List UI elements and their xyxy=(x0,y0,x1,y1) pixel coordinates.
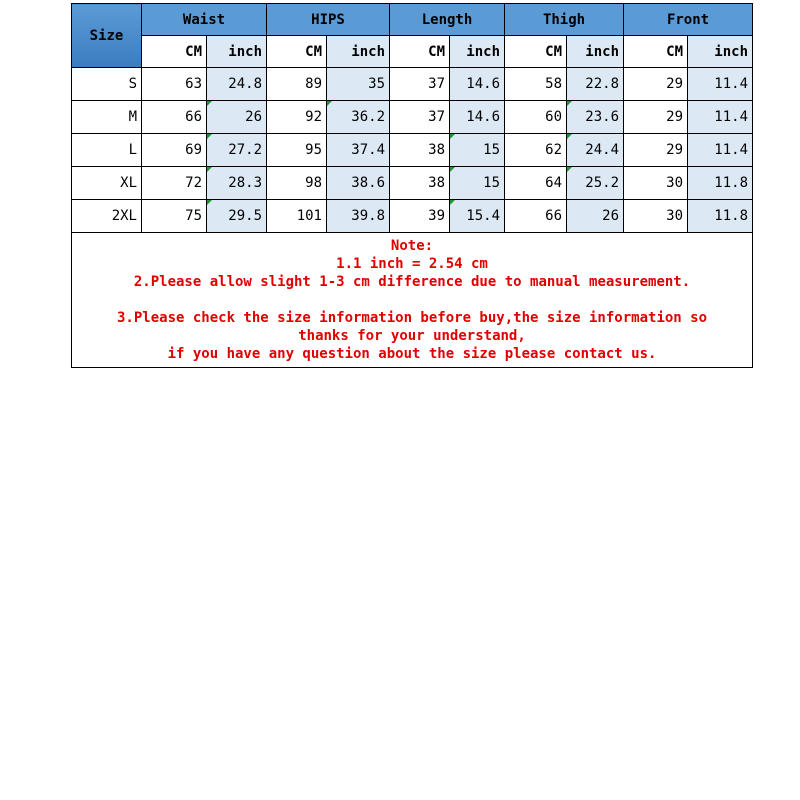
size-chart-table xyxy=(71,3,753,368)
value-cell: 11.4 xyxy=(688,134,753,167)
value-cell: 22.8 xyxy=(567,68,624,101)
unit-cm-header: CM xyxy=(142,36,207,68)
value-cell: 36.2 xyxy=(327,101,390,134)
size-cell: L xyxy=(72,134,142,167)
value-cell: 29.5 xyxy=(207,200,267,233)
table-row xyxy=(72,68,753,101)
value-cell: 24.8 xyxy=(207,68,267,101)
value-cell: 58 xyxy=(505,68,567,101)
value-cell: 11.4 xyxy=(688,101,753,134)
value-cell: 30 xyxy=(624,200,688,233)
value-cell: 63 xyxy=(142,68,207,101)
table-row xyxy=(72,101,753,134)
unit-inch-header: inch xyxy=(450,36,505,68)
value-cell: 64 xyxy=(505,167,567,200)
size-cell: 2XL xyxy=(72,200,142,233)
waist-header: Waist xyxy=(142,4,267,36)
value-cell: 95 xyxy=(267,134,327,167)
value-cell: 14.6 xyxy=(450,68,505,101)
value-cell: 11.8 xyxy=(688,200,753,233)
value-cell: 66 xyxy=(142,101,207,134)
thigh-header: Thigh xyxy=(505,4,624,36)
unit-cm-header: CM xyxy=(267,36,327,68)
size-cell: S xyxy=(72,68,142,101)
value-cell: 62 xyxy=(505,134,567,167)
value-cell: 11.8 xyxy=(688,167,753,200)
size-column-header: Size xyxy=(72,4,142,68)
value-cell: 29 xyxy=(624,68,688,101)
value-cell: 24.4 xyxy=(567,134,624,167)
unit-inch-header: inch xyxy=(327,36,390,68)
value-cell: 26 xyxy=(207,101,267,134)
value-cell: 15.4 xyxy=(450,200,505,233)
value-cell: 15 xyxy=(450,167,505,200)
value-cell: 89 xyxy=(267,68,327,101)
value-cell: 92 xyxy=(267,101,327,134)
length-header: Length xyxy=(390,4,505,36)
value-cell: 23.6 xyxy=(567,101,624,134)
front-header: Front xyxy=(624,4,753,36)
table-row xyxy=(72,200,753,233)
value-cell: 27.2 xyxy=(207,134,267,167)
value-cell: 60 xyxy=(505,101,567,134)
hips-header: HIPS xyxy=(267,4,390,36)
value-cell: 37.4 xyxy=(327,134,390,167)
value-cell: 15 xyxy=(450,134,505,167)
note-line-3c: if you have any question about the size please contact us. xyxy=(167,346,657,362)
table-row xyxy=(72,167,753,200)
note-line-3a: 3.Please check the size information before buy,the size information so xyxy=(117,310,708,326)
value-cell: 29 xyxy=(624,134,688,167)
value-cell: 30 xyxy=(624,167,688,200)
value-cell: 37 xyxy=(390,68,450,101)
value-cell: 39.8 xyxy=(327,200,390,233)
unit-inch-header: inch xyxy=(207,36,267,68)
note-line-3b: thanks for your understand, xyxy=(298,328,526,344)
value-cell: 72 xyxy=(142,167,207,200)
note-line-1: 1.1 inch = 2.54 cm xyxy=(336,256,488,272)
unit-cm-header: CM xyxy=(390,36,450,68)
value-cell: 38 xyxy=(390,134,450,167)
value-cell: 38.6 xyxy=(327,167,390,200)
size-cell: XL xyxy=(72,167,142,200)
value-cell: 101 xyxy=(267,200,327,233)
value-cell: 25.2 xyxy=(567,167,624,200)
value-cell: 11.4 xyxy=(688,68,753,101)
unit-inch-header: inch xyxy=(567,36,624,68)
unit-inch-header: inch xyxy=(688,36,753,68)
value-cell: 38 xyxy=(390,167,450,200)
note-spacer xyxy=(72,291,752,309)
note-line-2: 2.Please allow slight 1-3 cm difference due to manual measurement. xyxy=(133,274,691,290)
value-cell: 28.3 xyxy=(207,167,267,200)
value-cell: 35 xyxy=(327,68,390,101)
value-cell: 66 xyxy=(505,200,567,233)
value-cell: 37 xyxy=(390,101,450,134)
value-cell: 14.6 xyxy=(450,101,505,134)
size-cell: M xyxy=(72,101,142,134)
unit-cm-header: CM xyxy=(505,36,567,68)
note-title: Note: xyxy=(390,238,434,254)
value-cell: 75 xyxy=(142,200,207,233)
value-cell: 26 xyxy=(567,200,624,233)
value-cell: 98 xyxy=(267,167,327,200)
unit-cm-header: CM xyxy=(624,36,688,68)
value-cell: 39 xyxy=(390,200,450,233)
table-row xyxy=(72,134,753,167)
note-block xyxy=(72,233,753,368)
value-cell: 69 xyxy=(142,134,207,167)
value-cell: 29 xyxy=(624,101,688,134)
